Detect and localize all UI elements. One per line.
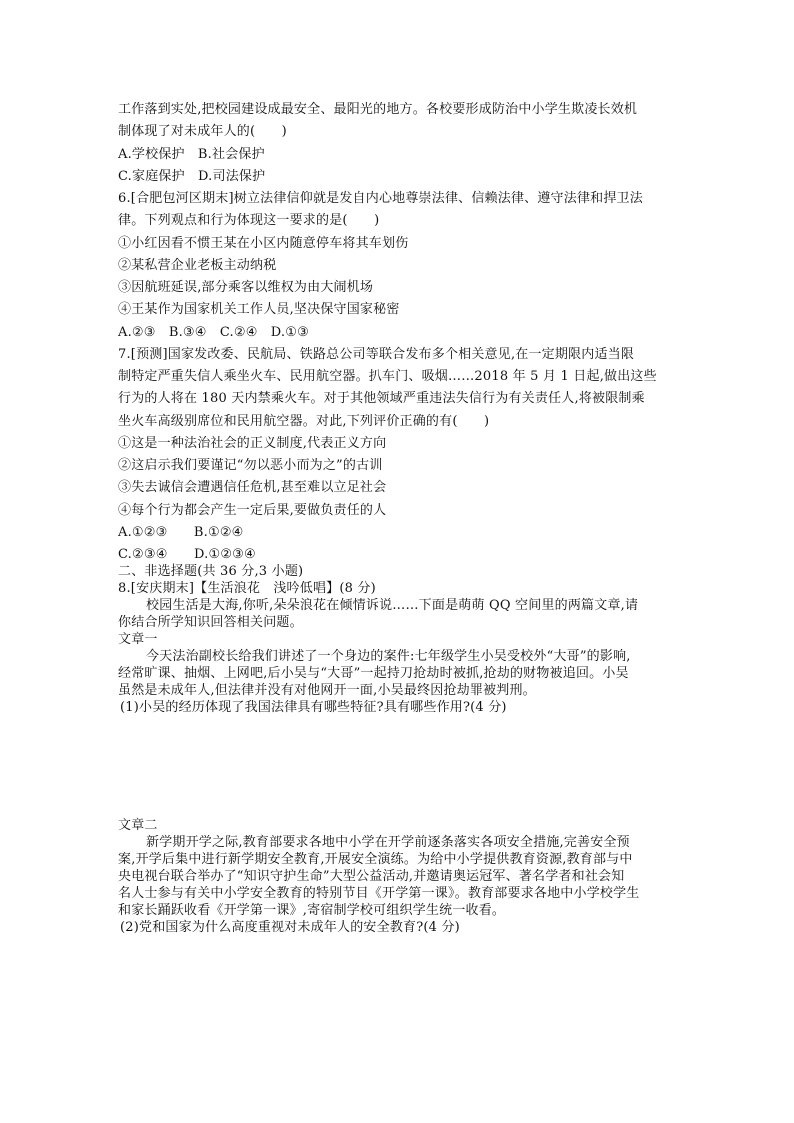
q7-options-ab: A.①②③ B.①②④ [118,525,244,540]
q6-line-1: 6.[合肥包河区期末]树立法律信仰就是发自内心地尊崇法律、信赖法律、遵守法律和捍卫法 [118,191,643,206]
article-1-line-2: 经常旷课、抽烟、上网吧,后小吴与“大哥”一起持刀抢劫时被抓,抢劫的财物被追回。小吴 [118,666,629,681]
q7-line-4: 坐火车高级别席位和民用航空器。对此,下列评价正确的有( ) [118,414,490,429]
article-2-title: 文章二 [118,818,158,833]
q8-intro-line-2: 你结合所学知识回答相关问题。 [118,615,303,630]
question-1: (1)小吴的经历体现了我国法律具有哪些特征?具有哪些作用?(4 分) [120,700,507,715]
article-2-line-4: 名人士参与有关中小学安全教育的特别节目《开学第一课》。教育部要求各地中小学校学生 [118,886,640,901]
article-2-line-2: 案,开学后集中进行新学期安全教育,开展安全演练。为给中小学提供教育资源,教育部与中 [118,852,633,867]
q6-item-2: ②某私营企业老板主动纳税 [118,258,277,273]
section-heading: 二、非选择题(共 36 分,3 小题) [118,564,304,579]
q7-item-4: ④每个行为都会产生一定后果,要做负责任的人 [118,503,387,518]
article-1-line-3: 虽然是未成年人,但法律并没有对他网开一面,小吴最终因抢劫罪被判刑。 [118,683,536,698]
q7-item-2: ②这启示我们要谨记“勿以恶小而为之”的古训 [118,458,383,473]
q5-options-cd: C.家庭保护 D.司法保护 [118,169,266,184]
article-1-title: 文章一 [118,632,158,647]
article-2-line-1: 新学期开学之际,教育部要求各地中小学在开学前逐条落实各项安全措施,完善安全预 [146,835,630,850]
q5-line-1: 工作落到实处,把校园建设成最安全、最阳光的地方。各校要形成防治中小学生欺凌长效机 [118,102,638,117]
q6-item-3: ③因航班延误,部分乘客以维权为由大闹机场 [118,280,374,295]
q6-item-1: ①小红因看不惯王某在小区内随意停车将其车划伤 [118,236,409,251]
q5-line-2: 制体现了对未成年人的( ) [118,124,287,139]
q7-line-2: 制特定严重失信人乘坐火车、民用航空器。扒车门、吸烟……2018 年 5 月 1 日起,做出这些 [118,369,657,384]
q7-item-3: ③失去诚信会遭遇信任危机,甚至难以立足社会 [118,480,387,495]
q7-options-cd: C.②③④ D.①②③④ [118,547,256,562]
article-2-line-5: 和家长踊跃收看《开学第一课》,寄宿制学校可组织学生统一收看。 [118,903,506,918]
q6-item-4: ④王某作为国家机关工作人员,坚决保守国家秘密 [118,302,400,317]
q7-line-1: 7.[预测]国家发改委、民航局、铁路总公司等联合发布多个相关意见,在一定期限内适当限 [118,347,635,362]
q7-line-3: 行为的人将在 180 天内禁乘火车。对于其他领域严重违法失信行为有关责任人,将被限制乘 [118,391,645,406]
q6-options: A.②③ B.③④ C.②④ D.①③ [118,325,309,340]
question-2: (2)党和国家为什么高度重视对未成年人的安全教育?(4 分) [120,920,460,935]
q5-options-ab: A.学校保护 B.社会保护 [118,147,265,162]
q8-intro-line-1: 校园生活是大海,你听,朵朵浪花在倾情诉说……下面是萌萌 QQ 空间里的两篇文章,请 [146,598,639,613]
q6-line-2: 律。下列观点和行为体现这一要求的是( ) [118,213,380,228]
q8-title: 8.[安庆期末]【生活浪花 浅吟低唱】(8 分) [118,581,376,596]
q7-item-1: ①这是一种法治社会的正义制度,代表正义方向 [118,436,387,451]
article-1-line-1: 今天法治副校长给我们讲述了一个身边的案件:七年级学生小吴受校外“大哥”的影响, [146,649,631,664]
article-2-line-3: 央电视台联合举办了“知识守护生命”大型公益活动,并邀请奥运冠军、著名学者和社会知 [118,869,625,884]
